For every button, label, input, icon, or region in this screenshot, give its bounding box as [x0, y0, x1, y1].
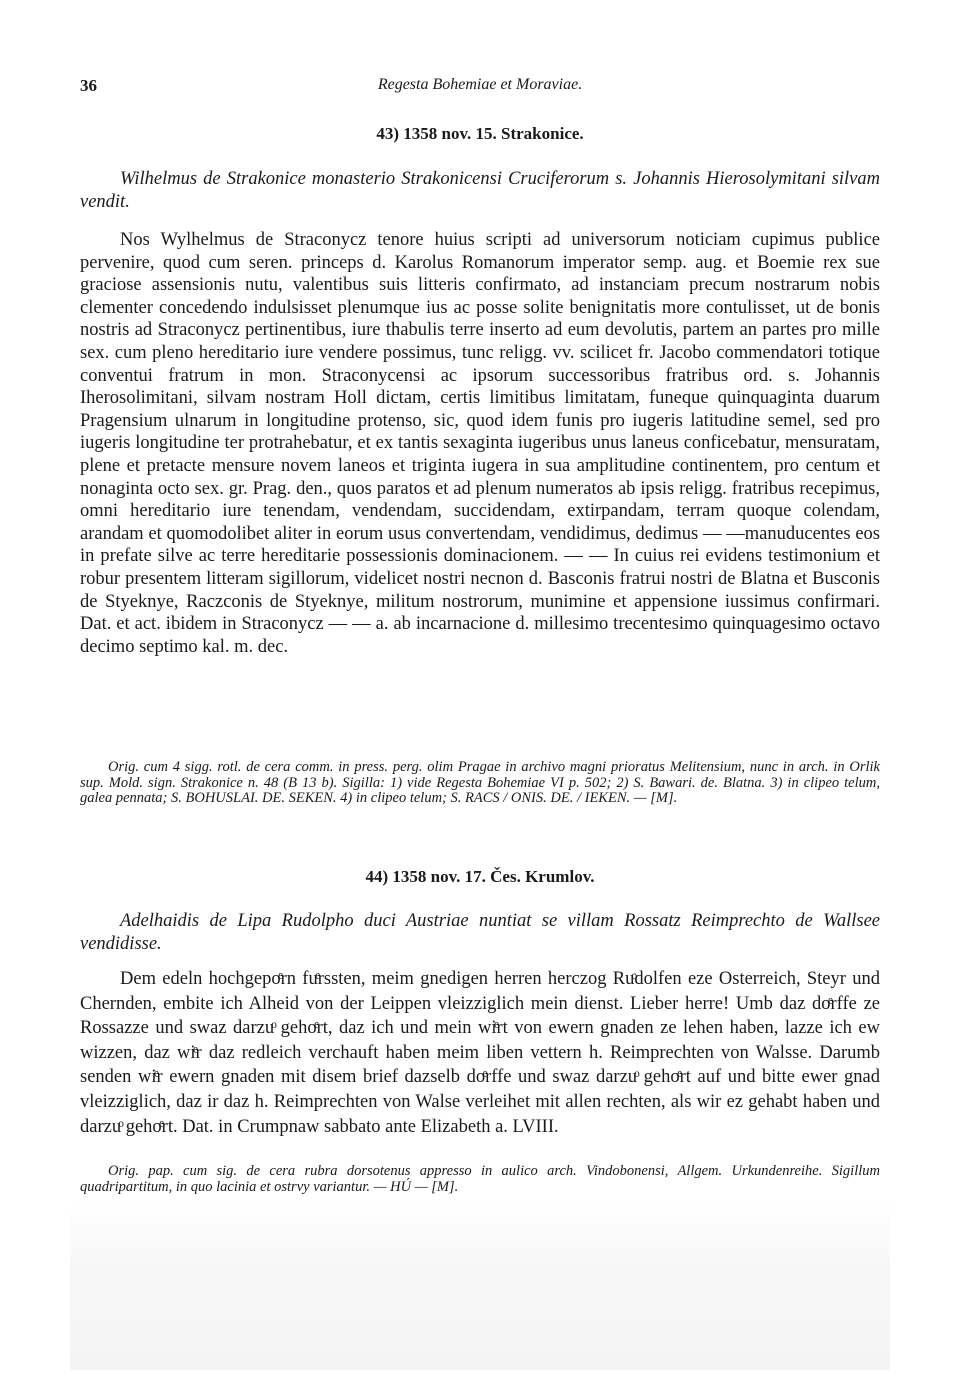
page-header [80, 76, 880, 100]
entry-44-heading: 44) 1358 nov. 17. Čes. Krumlov. [365, 867, 595, 886]
entry-43-heading: 43) 1358 nov. 15. Strakonice. [376, 124, 584, 143]
page-number: 36 [80, 76, 97, 95]
entry-44-letter-text: Dem edeln hochgepoͤrn fuͤrssten, meim gnedigen herren herczog Ruͦdolfen eze Osterreich, Steyr und Chernden, embite ich Alheid von der Leippen vleizziglich mein dienst. Lieber herre! Umb daz doͤrffe ze Rossazze und swaz darzuͦ gehoͤrt, daz ich und mein wiͤrt von ewern gnaden ze lehen haben, lazze ich ew wizzen, daz wiͤr daz redleich verchauft haben meim liben vettern h. Reimprechten von Walsse. Darumb senden wiͤr ewern gnaden mit disem brief dazselb doͤrffe und swaz darzuͦ gehoͤrt auf und bitte ewer gnad vleizziglich, daz ir daz h. Reimprechten von Walse verleihet mit allen rechten, als wir ez gehabt haben und darzuͦ gehoͤrt. Dat. in Crumpnaw sabbato ante Elizabeth a. LVIII. [80, 969, 880, 1137]
scan-shading [70, 1200, 890, 1370]
entry-43-regest: Wilhelmus de Strakonice monasterio Strakonicensi Cruciferorum s. Johannis Hierosolymitani silvam vendit. [80, 169, 880, 212]
entry-44-regest: Adelhaidis de Lipa Rudolpho duci Austriae nuntiat se villam Rossatz Reimprechto de Wallsee vendidisse. [80, 911, 880, 954]
entry-43-source-note: Orig. cum 4 sigg. rotl. de cera comm. in press. perg. olim Pragae in archivo magni prioratus Melitensium, nunc in arch. in Orlik sup. Mold. sign. Strakonice n. 48 (B 13 b). Sigilla: 1) vide Regesta Bohemiae VI p. 502; 2) S. Bawari. de. Blatna. 3) in clipeo telum, galea pennata; S. BOHUSLAI. DE. SEKEN. 4) in clipeo telum; S. RACS / ONIS. DE. / IEKEN. — [M]. [80, 759, 880, 807]
running-title: Regesta Bohemiae et Moraviae. [377, 76, 583, 93]
entry-43-charter-text: Nos Wylhelmus de Straconycz tenore huius scripti ad universorum noticiam cupimus publice pervenire, quod cum seren. princeps d. Karolus Romanorum imperator semp. aug. et Boemie rex sue graciose assensionis nutu, valentibus suis litteris confirmato, ad instanciam precum nostrarum nobis clementer concedendo indulsisset plenumque ius ac posse solite benignitatis more contulisset, ut de bonis nostris ad Straconycz pertinentibus, iure thabulis terre inserto ad eum devolutis, partem an partes pro mille sex. cum pleno hereditario iure vendere possimus, tunc religg. vv. scilicet fr. Jacobo commendatori totique conventui fratrum in mon. Straconycensi ac ipsorum successoribus fratribus ord. s. Johannis Iherosolimitani, silvam nostram Holl dictam, certis limitibus limitatam, funeque quinquaginta duarum Pragensium ulnarum in longitudine protenso, sic, quod idem funis pro iugeris latitudine semel, sed pro iugeris longitudine ter protrahebatur, et ex tantis sexaginta iugeribus unus laneus conficebatur, mensuratam, plene et pretacte mensure novem laneos et triginta iugera in sua amplitudine continentem, pro centum et nonaginta octo sex. gr. Prag. den., quos paratos et ad plenum numeratos ab ipsis religg. fratribus recepimus, omni hereditario iure tenendam, vendendam, succidendam, extirpandam, terram quoque colendam, arandam et quomodolibet aliter in eorum usus convertendam, vendidimus, dedimus — —manuducentes eos in prefate silve ac terre hereditarie possessionis dominacionem. — — In cuius rei evidens testimonium et robur presentem litteram sigillorum, videlicet nostri necnon d. Basconis fratrui nostri de Blatna et Busconis de Styeknye, Raczconis de Styeknye, militum nostrorum, munimine et appensione iussimus confirmari. Dat. et act. ibidem in Straconycz — — a. ab incarnacione d. millesimo trecentesimo quinquagesimo octavo decimo septimo kal. m. dec. [80, 230, 880, 657]
entry-44-source-note: Orig. pap. cum sig. de cera rubra dorsotenus appresso in aulico arch. Vindobonensi, Allgem. Urkundenreihe. Sigillum quadripartitum, in quo lacinia et ostrvy variantur. — HÚ — [M]. [80, 1163, 880, 1195]
